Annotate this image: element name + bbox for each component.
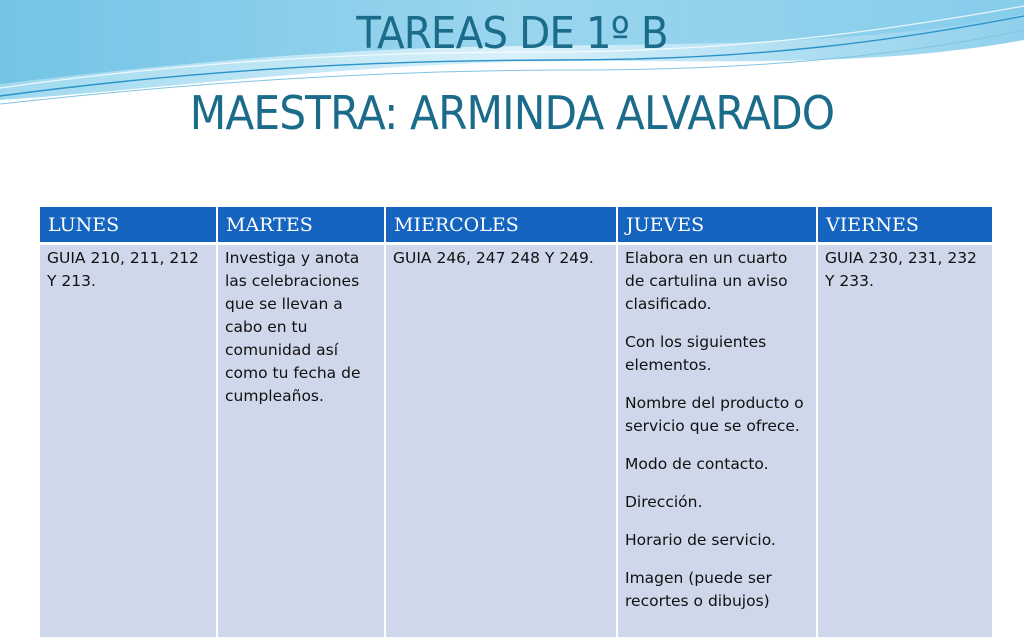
table-row	[40, 244, 992, 638]
cell-lunes: GUIA 210, 211, 212 Y 213.	[40, 244, 217, 638]
cell-martes: Investiga y anota las celebraciones que se llevan a cabo en tu comunidad así como tu fecha de cumpleaños.	[217, 244, 385, 638]
header-martes: MARTES	[217, 207, 385, 244]
cell-jueves	[617, 244, 817, 638]
table-header-row	[40, 207, 992, 244]
cell-miercoles: GUIA 246, 247 248 Y 249.	[385, 244, 617, 638]
jueves-paragraph: Imagen (puede ser recortes o dibujos)	[625, 569, 772, 610]
header-jueves: JUEVES	[617, 207, 817, 244]
homework-table	[40, 207, 992, 637]
jueves-paragraph: Horario de servicio.	[625, 531, 776, 549]
jueves-paragraph: Modo de contacto.	[625, 455, 769, 473]
jueves-paragraph: Dirección.	[625, 493, 703, 511]
jueves-paragraph: Elabora en un cuarto de cartulina un aviso clasificado.	[625, 249, 788, 313]
jueves-paragraph: Con los siguientes elementos.	[625, 333, 767, 374]
jueves-paragraph: Nombre del producto o servicio que se ofrece.	[625, 394, 804, 435]
header-miercoles: MIERCOLES	[385, 207, 617, 244]
slide-title: TAREAS DE 1º B	[356, 8, 668, 59]
slide-subtitle: MAESTRA: ARMINDA ALVARADO	[189, 86, 835, 140]
cell-viernes: GUIA 230, 231, 232 Y 233.	[817, 244, 992, 638]
header-viernes: VIERNES	[817, 207, 992, 244]
header-lunes: LUNES	[40, 207, 217, 244]
